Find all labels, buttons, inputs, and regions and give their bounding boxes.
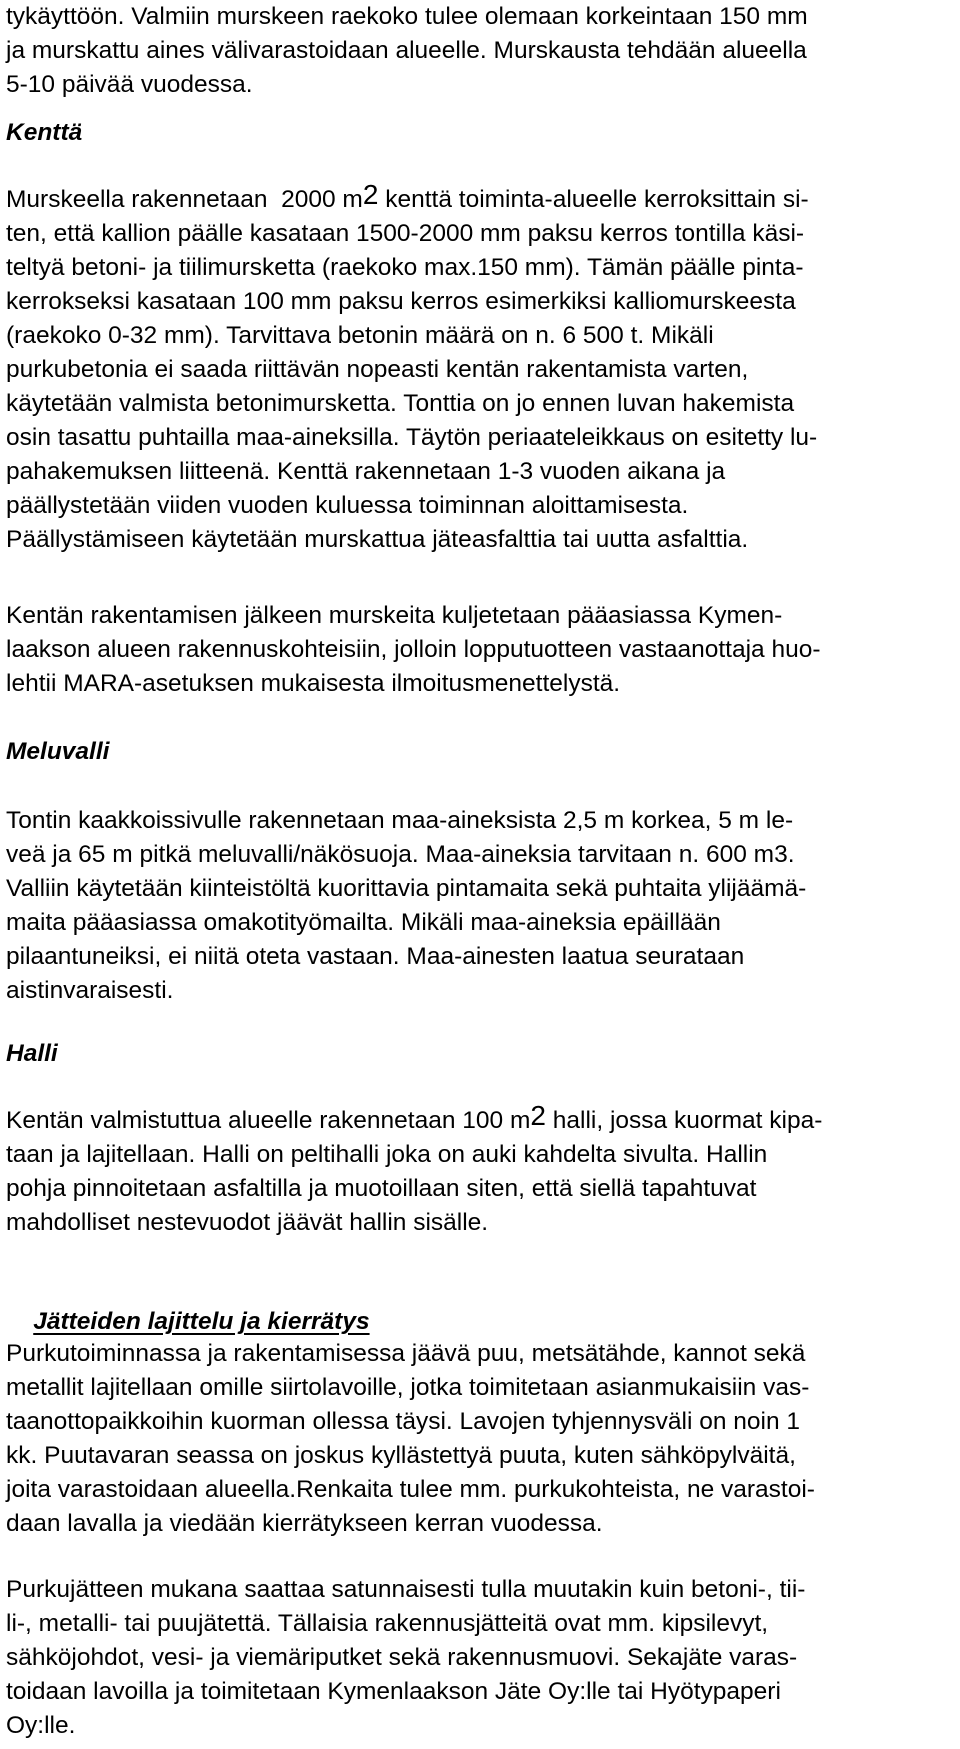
text-line: osin tasattu puhtailla maa-aineksilla. Täytön periaateleikkaus on esitetty lu- bbox=[6, 424, 818, 451]
text-line: laakson alueen rakennuskohteisiin, jolloin lopputuotteen vastaanottaja huo- bbox=[6, 636, 821, 663]
text-line: taan ja lajitellaan. Halli on peltihalli joka on auki kahdelta sivulta. Hallin bbox=[6, 1141, 768, 1168]
text-line: ja murskattu aines välivarastoidaan alueelle. Murskausta tehdään alueella bbox=[6, 37, 807, 64]
text-line: veä ja 65 m pitkä meluvalli/näkösuoja. Maa-aineksia tarvitaan n. 600 m3. bbox=[6, 841, 795, 868]
paragraph-jatteiden bbox=[6, 1337, 815, 1541]
text-line: tykäyttöön. Valmiin murskeen raekoko tulee olemaan korkeintaan 150 mm bbox=[6, 3, 808, 30]
superscript: 2 bbox=[530, 1100, 546, 1131]
text-fragment: kenttä toiminta-alueelle kerroksittain si- bbox=[378, 186, 809, 213]
section-heading-text: Jätteiden lajittelu ja kierrätys bbox=[33, 1308, 370, 1335]
text-fragment: Kentän valmistuttua alueelle rakennetaan 100 m bbox=[6, 1107, 531, 1134]
text-line: päällystetään viiden vuoden kuluessa toiminnan aloittamisesta. bbox=[6, 492, 689, 519]
text-line: 5-10 päivää vuodessa. bbox=[6, 71, 253, 98]
text-line: maita pääasiassa omakotityömailta. Mikäli maa-aineksia epäillään bbox=[6, 909, 721, 936]
text-line: lehtii MARA-asetuksen mukaisesta ilmoitusmenettelystä. bbox=[6, 670, 621, 697]
section-heading-meluvalli: Meluvalli bbox=[6, 738, 110, 765]
paragraph-kentta-2 bbox=[6, 599, 821, 701]
text-line: li-, metalli- tai puujätettä. Tällaisia rakennusjätteitä ovat mm. kipsilevyt, bbox=[6, 1610, 769, 1637]
text-line: Oy:lle. bbox=[6, 1712, 76, 1739]
text-line: pilaantuneiksi, ei niitä oteta vastaan. Maa-ainesten laatua seurataan bbox=[6, 943, 745, 970]
text-fragment: Murskeella rakennetaan 2000 m bbox=[6, 186, 363, 213]
section-heading-halli: Halli bbox=[6, 1040, 58, 1067]
text-line: mahdolliset nestevuodot jäävät hallin sisälle. bbox=[6, 1209, 489, 1236]
text-line: joita varastoidaan alueella.Renkaita tulee mm. purkukohteista, ne varastoi- bbox=[6, 1476, 815, 1503]
text-line: purkubetonia ei saada riittävän nopeasti kentän rakentamista varten, bbox=[6, 356, 749, 383]
text-line: käytetään valmista betonimursketta. Tonttia on jo ennen luvan hakemista bbox=[6, 390, 795, 417]
paragraph-meluvalli bbox=[6, 804, 806, 1008]
superscript: 2 bbox=[362, 179, 379, 210]
text-line: pahakemuksen liitteenä. Kenttä rakennetaan 1-3 vuoden aikana ja bbox=[6, 458, 726, 485]
text-line: kerrokseksi kasataan 100 mm paksu kerros esimerkiksi kalliomurskeesta bbox=[6, 288, 796, 315]
text-line: (raekoko 0-32 mm). Tarvittava betonin määrä on n. 6 500 t. Mikäli bbox=[6, 322, 714, 349]
text-line: pohja pinnoitetaan asfaltilla ja muotoillaan siten, että siellä tapahtuvat bbox=[6, 1175, 757, 1202]
paragraph-kentta bbox=[6, 179, 818, 557]
text-line: Kentän rakentamisen jälkeen murskeita kuljetetaan pääasiassa Kymen- bbox=[6, 602, 783, 629]
text-line: kk. Puutavaran seassa on joskus kyllästettyä puuta, kuten sähköpylväitä, bbox=[6, 1442, 796, 1469]
text-line: ten, että kallion päälle kasataan 1500-2000 mm paksu kerros tontilla käsi- bbox=[6, 220, 805, 247]
text-fragment: halli, jossa kuormat kipa- bbox=[545, 1107, 823, 1134]
text-line: Päällystämiseen käytetään murskattua jäteasfalttia tai uutta asfalttia. bbox=[6, 526, 749, 553]
text-line: sähköjohdot, vesi- ja viemäriputket sekä rakennusmuovi. Sekajäte varas- bbox=[6, 1644, 798, 1671]
text-line bbox=[6, 1100, 823, 1138]
section-heading-kentta: Kenttä bbox=[6, 119, 83, 146]
paragraph-purkujatteen bbox=[6, 1573, 805, 1743]
text-line: daan lavalla ja viedään kierrätykseen kerran vuodessa. bbox=[6, 1510, 603, 1537]
paragraph-intro bbox=[6, 0, 808, 102]
text-line: toidaan lavoilla ja toimitetaan Kymenlaakson Jäte Oy:lle tai Hyötypaperi bbox=[6, 1678, 781, 1705]
text-line: Valliin käytetään kiinteistöltä kuorittavia pintamaita sekä puhtaita ylijäämä- bbox=[6, 875, 807, 902]
paragraph-halli bbox=[6, 1100, 823, 1240]
text-line: Purkujätteen mukana saattaa satunnaisesti tulla muutakin kuin betoni-, tii- bbox=[6, 1576, 806, 1603]
text-line bbox=[6, 179, 817, 217]
text-line: teltyä betoni- ja tiilimursketta (raekoko max.150 mm). Tämän päälle pinta- bbox=[6, 254, 804, 281]
text-line: metallit lajitellaan omille siirtolavoille, jotka toimitetaan asianmukaisiin vas- bbox=[6, 1374, 810, 1401]
text-line: Purkutoiminnassa ja rakentamisessa jäävä puu, metsätähde, kannot sekä bbox=[6, 1340, 806, 1367]
section-heading-jatteiden-lajittelu bbox=[6, 1271, 370, 1335]
text-line: Tontin kaakkoissivulle rakennetaan maa-aineksista 2,5 m korkea, 5 m le- bbox=[6, 807, 794, 834]
text-line: aistinvaraisesti. bbox=[6, 977, 174, 1004]
text-line: taanottopaikkoihin kuorman ollessa täysi. Lavojen tyhjennysväli on noin 1 bbox=[6, 1408, 801, 1435]
